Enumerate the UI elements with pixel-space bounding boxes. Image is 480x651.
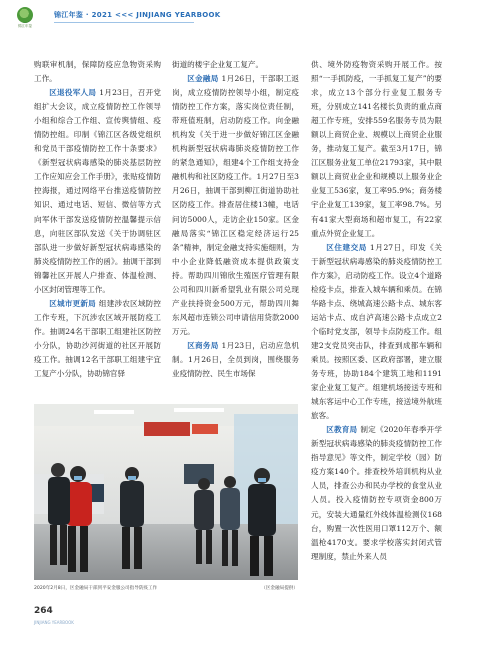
text-column-2 <box>172 58 299 394</box>
text-column-3 <box>311 58 442 603</box>
yearbook-logo <box>14 7 36 33</box>
paragraph <box>34 297 161 381</box>
paragraph-text: 街道的楼宇企业复工复产。 <box>172 60 264 69</box>
paragraph <box>34 86 161 297</box>
paragraph-text: 1月23日，启动应急机制。1月26日，全员到岗，围绕服务业疫情防控、民生市场保 <box>172 340 299 379</box>
news-photo <box>34 404 298 580</box>
page-number: 264 <box>34 606 53 616</box>
text-column-1 <box>34 58 161 394</box>
paragraph-text: 供、境外防疫物资采购开展工作。按照“一手抓防疫，一手抓复工复产”的要求，成立13个部分行业复工服务专班，分别成立141名楼长负责的重点商超工作专班，安排559名服务专员为限额以上商贸企业、规模以上商贸企业服务，推动复工复产。截至3月17日，锦江区服务业复工单位21793家，其中限额以上商贸业企业和规模以上服务业企业复工536家，复工率95.9%；商务楼宇企业复工139家，复工率98.7%。另有41家大型商场和超市复工，有22家重点外贸企业复工。 <box>311 60 442 238</box>
paragraph <box>311 58 442 241</box>
paragraph-text: 1月23日，召开党组扩大会议，成立疫情防控工作领导小组和综合工作组、宣传舆情组、疫情防控组。印制《锦江区各级党组织和党员干部疫情防控工作十条要求》《新型冠状病毒感染的肺炎基层防控工作应知应会工作手册》，张贴疫情防控海报，通过网络平台推送疫情防控知识、通过电话、短信、微信等方式向军休干部发送疫情防控温馨提示信息，向驻区部队发送《关于协调驻区部队进一步做好新型冠状病毒感染的肺炎疫情防控工作的函》。抽调干部到锦馨社区开展人户排查、体温检测、小区封闭管理等工作。 <box>34 88 161 294</box>
section-keyword: 区教育局 <box>326 425 358 435</box>
paragraph <box>172 339 299 381</box>
section-keyword: 区金融局 <box>187 74 219 84</box>
paragraph <box>172 72 299 339</box>
office-meeting-illustration <box>34 404 298 580</box>
logo-emblem-icon <box>17 7 33 23</box>
paragraph-text: 购联审机制，保障防疫应急物资采购工作。 <box>34 60 161 84</box>
paragraph <box>311 241 442 424</box>
page-header <box>0 0 480 38</box>
header-divider <box>54 22 194 23</box>
section-keyword: 区城市更新局 <box>49 298 96 308</box>
section-keyword: 区住建交局 <box>326 242 367 252</box>
paragraph <box>172 58 299 72</box>
logo-text: 锦江年鉴 <box>18 24 32 28</box>
section-keyword: 区商务局 <box>187 340 219 350</box>
section-keyword: 区退役军人局 <box>49 88 97 98</box>
paragraph-text: 制定《2020年春季开学新型冠状病毒感染的肺炎疫情防控工作指导意见》等文件，制定学校（园）防疫方案140个。排查校外培训机构从业人员，排查公办和民办学校的食堂从业人员。投入疫情防控专项资金800万元，安装大通量红外线体温检测仪168台，购置一次性医用口罩112万个、额温枪4170支。要求学校落实封闭式管理制度，禁止外来人员 <box>311 425 442 561</box>
paragraph <box>34 58 161 86</box>
paragraph-text: 1月27日，印发《关于新型冠状病毒感染的肺炎疫情防控工作方案》，启动防疫工作。设立4个道路检疫卡点，排查入城车辆和乘员。在锦华路卡点、绕城高速公路卡点、城东客运站卡点、成自泸高速公路卡点成立2个临时党支部，领导卡点防疫工作。组建2支党员突击队，排查到成都车辆和乘员。按照区委、区政府部署，建立服务专班，协助184个建筑工地和1191家企业复工复产。组建机场接送专班和城东客运中心工作专班，接送境外航班旅客。 <box>311 242 442 421</box>
photo-credit: （区金融局提供） <box>261 586 298 591</box>
footer-running-text: JINJIANG YEARBOOK <box>34 620 74 625</box>
paragraph <box>311 423 442 563</box>
paragraph-text: 1月26日，干部职工返岗，成立疫情防控领导小组，制定疫情防控工作方案，落实岗位责任制，带班值班制，启动防疫工作。向金融机构发《关于进一步做好锦江区金融机构新型冠状病毒肺炎疫情防控工作的紧急通知》，组建4个工作组支持金融机构和社区防疫工作。1月27日至3月26日，抽调干部到柳江街道协助社区防疫工作。排查居住楼13幢，电话问访5000人，走访企业150家。区金融局落实“锦江区稳定经济运行25条”精神，制定金融支持实施细则，为中小企业降低融资成本提供政策支持。帮助四川锦欣生殖医疗管理有限公司和四川新希望乳业有限公司兑现产业扶持资金500万元，帮助四川舞东风超市连锁公司申请信用贷款2000万元。 <box>172 74 299 336</box>
photo-caption <box>34 584 298 594</box>
photo-caption-text: 2020年2月8日，区金融局干部到平安金服公司指导防疫工作 <box>34 586 158 591</box>
running-header-title: 锦江年鉴 · 2021 <<< JINJIANG YEARBOOK <box>54 11 221 19</box>
paragraph-text: 组建涉农区域防控工作专班，下沉涉农区域开展防疫工作。抽调24名干部职工组建社区防控小分队，协助沙河街道的社区开展防疫工作。抽调12名干部职工组建宇宜工复产小分队，协助锦官驿 <box>34 298 161 379</box>
